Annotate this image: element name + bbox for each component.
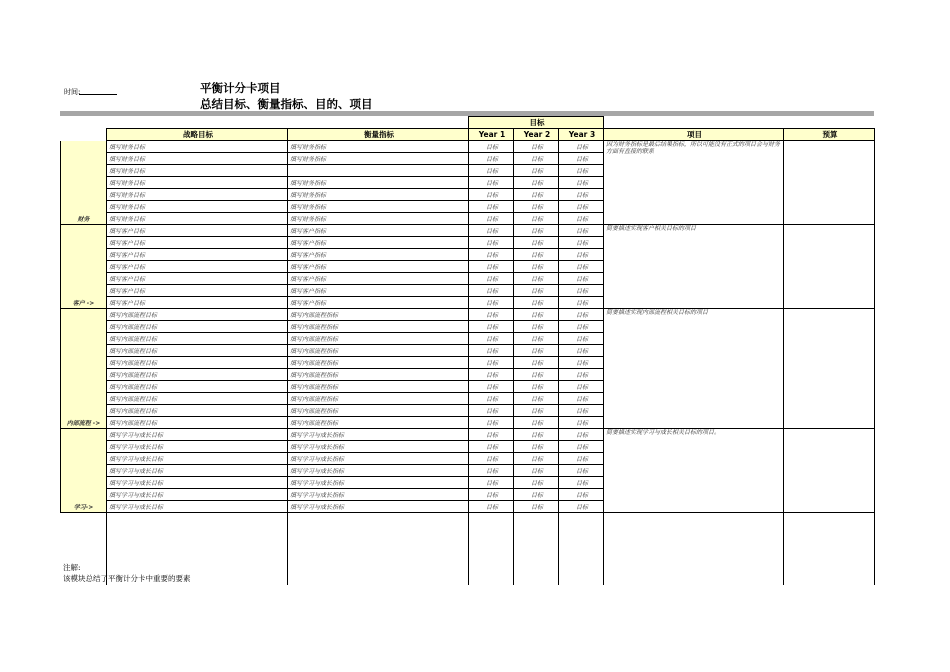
year1-target-cell[interactable]: 目标 bbox=[469, 417, 514, 429]
year1-target-cell[interactable]: 目标 bbox=[469, 465, 514, 477]
goal-cell[interactable]: 填写客户目标 bbox=[107, 285, 288, 297]
year3-target-cell[interactable]: 目标 bbox=[559, 309, 604, 321]
year3-target-cell[interactable]: 目标 bbox=[559, 249, 604, 261]
year1-target-cell[interactable]: 目标 bbox=[469, 405, 514, 417]
measure-cell[interactable]: 填写内部流程指标 bbox=[288, 321, 469, 333]
budget-cell[interactable] bbox=[784, 309, 875, 429]
measure-cell[interactable]: 填写内部流程指标 bbox=[288, 381, 469, 393]
year3-target-cell[interactable]: 目标 bbox=[559, 429, 604, 441]
measure-cell[interactable]: 填写客户指标 bbox=[288, 273, 469, 285]
project-cell[interactable]: 简要描述实现内部流程相关目标的项目 bbox=[604, 309, 784, 429]
year2-target-cell[interactable]: 目标 bbox=[514, 417, 559, 429]
goal-cell[interactable]: 填写财务目标 bbox=[107, 165, 288, 177]
year2-target-cell[interactable]: 目标 bbox=[514, 309, 559, 321]
year2-target-cell[interactable]: 目标 bbox=[514, 141, 559, 153]
project-cell[interactable]: 简要描述实现客户相关目标的项目 bbox=[604, 225, 784, 309]
year3-target-cell[interactable]: 目标 bbox=[559, 501, 604, 513]
goal-cell[interactable]: 填写客户目标 bbox=[107, 225, 288, 237]
year2-target-cell[interactable]: 目标 bbox=[514, 273, 559, 285]
measure-cell[interactable]: 填写学习与成长指标 bbox=[288, 441, 469, 453]
page-subtitle: 总结目标、衡量指标、目的、项目 bbox=[200, 97, 373, 111]
year2-target-cell[interactable]: 目标 bbox=[514, 501, 559, 513]
measure-cell[interactable]: 填写内部流程指标 bbox=[288, 417, 469, 429]
measure-cell[interactable]: 填写客户指标 bbox=[288, 285, 469, 297]
year1-target-cell[interactable]: 目标 bbox=[469, 213, 514, 225]
year3-target-cell[interactable]: 目标 bbox=[559, 165, 604, 177]
measure-cell[interactable]: 填写学习与成长指标 bbox=[288, 477, 469, 489]
year3-target-cell[interactable]: 目标 bbox=[559, 261, 604, 273]
measure-cell[interactable]: 填写财务指标 bbox=[288, 189, 469, 201]
year2-target-cell[interactable]: 目标 bbox=[514, 213, 559, 225]
measure-cell[interactable]: 填写客户指标 bbox=[288, 225, 469, 237]
year1-target-cell[interactable]: 目标 bbox=[469, 381, 514, 393]
goal-cell[interactable]: 填写内部流程目标 bbox=[107, 417, 288, 429]
goal-cell[interactable]: 填写学习与成长目标 bbox=[107, 477, 288, 489]
goal-cell[interactable]: 填写财务目标 bbox=[107, 201, 288, 213]
year1-target-cell[interactable]: 目标 bbox=[469, 369, 514, 381]
year1-target-cell[interactable]: 目标 bbox=[469, 489, 514, 501]
year1-target-cell[interactable]: 目标 bbox=[469, 345, 514, 357]
year3-target-cell[interactable]: 目标 bbox=[559, 477, 604, 489]
perspective-label: 内部流程 -> bbox=[61, 309, 107, 429]
goal-cell[interactable]: 填写内部流程目标 bbox=[107, 333, 288, 345]
goal-cell[interactable]: 填写客户目标 bbox=[107, 273, 288, 285]
goal-cell[interactable]: 填写内部流程目标 bbox=[107, 345, 288, 357]
project-cell[interactable]: 简要描述实现学习与成长相关目标的项目。 bbox=[604, 429, 784, 513]
year3-target-cell[interactable]: 目标 bbox=[559, 201, 604, 213]
year2-target-cell[interactable]: 目标 bbox=[514, 249, 559, 261]
goal-cell[interactable]: 填写学习与成长目标 bbox=[107, 429, 288, 441]
year1-target-cell[interactable]: 目标 bbox=[469, 321, 514, 333]
table-row bbox=[61, 225, 875, 237]
year2-target-cell[interactable]: 目标 bbox=[514, 381, 559, 393]
goal-cell[interactable]: 填写内部流程目标 bbox=[107, 357, 288, 369]
year2-target-cell[interactable]: 目标 bbox=[514, 297, 559, 309]
year1-target-cell[interactable]: 目标 bbox=[469, 429, 514, 441]
col-strategic-goal: 战略目标 bbox=[107, 129, 288, 141]
year1-target-cell[interactable]: 目标 bbox=[469, 201, 514, 213]
year3-target-cell[interactable]: 目标 bbox=[559, 357, 604, 369]
year2-target-cell[interactable]: 目标 bbox=[514, 405, 559, 417]
col-budget: 预算 bbox=[784, 129, 875, 141]
year3-target-cell[interactable]: 目标 bbox=[559, 417, 604, 429]
goal-cell[interactable]: 填写客户目标 bbox=[107, 261, 288, 273]
year2-target-cell[interactable]: 目标 bbox=[514, 201, 559, 213]
measure-cell[interactable]: 填写客户指标 bbox=[288, 249, 469, 261]
goal-cell[interactable]: 填写学习与成长目标 bbox=[107, 489, 288, 501]
year1-target-cell[interactable]: 目标 bbox=[469, 357, 514, 369]
year3-target-cell[interactable]: 目标 bbox=[559, 213, 604, 225]
year2-target-cell[interactable]: 目标 bbox=[514, 261, 559, 273]
year1-target-cell[interactable]: 目标 bbox=[469, 273, 514, 285]
measure-cell[interactable]: 填写学习与成长指标 bbox=[288, 429, 469, 441]
col-measure: 衡量指标 bbox=[288, 129, 469, 141]
year3-target-cell[interactable]: 目标 bbox=[559, 153, 604, 165]
year3-target-cell[interactable]: 目标 bbox=[559, 369, 604, 381]
goal-cell[interactable]: 填写内部流程目标 bbox=[107, 369, 288, 381]
measure-cell[interactable]: 填写学习与成长指标 bbox=[288, 465, 469, 477]
goal-cell[interactable]: 填写财务目标 bbox=[107, 177, 288, 189]
goal-cell[interactable]: 填写内部流程目标 bbox=[107, 381, 288, 393]
goal-cell[interactable]: 填写财务目标 bbox=[107, 141, 288, 153]
col-project: 项目 bbox=[604, 129, 784, 141]
goal-cell[interactable]: 填写财务目标 bbox=[107, 189, 288, 201]
measure-cell[interactable]: 填写内部流程指标 bbox=[288, 333, 469, 345]
year1-target-cell[interactable]: 目标 bbox=[469, 501, 514, 513]
measure-cell[interactable]: 填写财务指标 bbox=[288, 141, 469, 153]
target-group-header: 目标 bbox=[469, 117, 604, 129]
col-year1: Year 1 bbox=[469, 129, 514, 141]
year2-target-cell[interactable]: 目标 bbox=[514, 453, 559, 465]
perspective-label: 客户 -> bbox=[61, 225, 107, 309]
goal-cell[interactable]: 填写学习与成长目标 bbox=[107, 453, 288, 465]
scorecard-table bbox=[60, 116, 875, 585]
measure-cell[interactable]: 填写财务指标 bbox=[288, 213, 469, 225]
year2-target-cell[interactable]: 目标 bbox=[514, 465, 559, 477]
year3-target-cell[interactable]: 目标 bbox=[559, 345, 604, 357]
year1-target-cell[interactable]: 目标 bbox=[469, 309, 514, 321]
notes-label: 注解: bbox=[63, 563, 81, 572]
budget-cell[interactable] bbox=[784, 141, 875, 225]
goal-cell[interactable]: 填写客户目标 bbox=[107, 237, 288, 249]
year2-target-cell[interactable]: 目标 bbox=[514, 225, 559, 237]
measure-cell[interactable]: 填写客户指标 bbox=[288, 297, 469, 309]
table-row bbox=[61, 141, 875, 153]
date-label: 时间: bbox=[64, 88, 81, 96]
year2-target-cell[interactable]: 目标 bbox=[514, 237, 559, 249]
table-row bbox=[61, 309, 875, 321]
year3-target-cell[interactable]: 目标 bbox=[559, 141, 604, 153]
goal-cell[interactable]: 填写学习与成长目标 bbox=[107, 501, 288, 513]
measure-cell[interactable]: 填写内部流程指标 bbox=[288, 345, 469, 357]
year1-target-cell[interactable]: 目标 bbox=[469, 285, 514, 297]
measure-cell[interactable]: 填写学习与成长指标 bbox=[288, 489, 469, 501]
year3-target-cell[interactable]: 目标 bbox=[559, 489, 604, 501]
year2-target-cell[interactable]: 目标 bbox=[514, 369, 559, 381]
year1-target-cell[interactable]: 目标 bbox=[469, 261, 514, 273]
measure-cell[interactable]: 填写客户指标 bbox=[288, 237, 469, 249]
goal-cell[interactable]: 填写客户目标 bbox=[107, 297, 288, 309]
measure-cell[interactable]: 填写内部流程指标 bbox=[288, 405, 469, 417]
date-input-line[interactable] bbox=[79, 94, 117, 95]
measure-cell[interactable]: 填写客户指标 bbox=[288, 261, 469, 273]
measure-cell[interactable]: 填写财务指标 bbox=[288, 153, 469, 165]
year3-target-cell[interactable]: 目标 bbox=[559, 297, 604, 309]
year3-target-cell[interactable]: 目标 bbox=[559, 189, 604, 201]
year3-target-cell[interactable]: 目标 bbox=[559, 453, 604, 465]
year2-target-cell[interactable]: 目标 bbox=[514, 345, 559, 357]
year2-target-cell[interactable]: 目标 bbox=[514, 441, 559, 453]
year1-target-cell[interactable]: 目标 bbox=[469, 165, 514, 177]
measure-cell[interactable] bbox=[288, 165, 469, 177]
year1-target-cell[interactable]: 目标 bbox=[469, 141, 514, 153]
year1-target-cell[interactable]: 目标 bbox=[469, 153, 514, 165]
year2-target-cell[interactable]: 目标 bbox=[514, 489, 559, 501]
year3-target-cell[interactable]: 目标 bbox=[559, 465, 604, 477]
year1-target-cell[interactable]: 目标 bbox=[469, 393, 514, 405]
goal-cell[interactable]: 填写客户目标 bbox=[107, 249, 288, 261]
year3-target-cell[interactable]: 目标 bbox=[559, 273, 604, 285]
goal-cell[interactable]: 填写学习与成长目标 bbox=[107, 465, 288, 477]
perspective-label: 财务 bbox=[61, 141, 107, 225]
perspective-label: 学习-> bbox=[61, 429, 107, 513]
goal-cell[interactable]: 填写内部流程目标 bbox=[107, 309, 288, 321]
year2-target-cell[interactable]: 目标 bbox=[514, 477, 559, 489]
notes bbox=[63, 562, 191, 584]
goal-cell[interactable]: 填写财务目标 bbox=[107, 213, 288, 225]
project-cell[interactable]: 因为财务指标是最后结果指标，所以可能没有正式的项目会与财务方面有直接的联系 bbox=[604, 141, 784, 225]
measure-cell[interactable]: 填写财务指标 bbox=[288, 177, 469, 189]
year3-target-cell[interactable]: 目标 bbox=[559, 321, 604, 333]
measure-cell[interactable]: 填写内部流程指标 bbox=[288, 357, 469, 369]
col-year3: Year 3 bbox=[559, 129, 604, 141]
year3-target-cell[interactable]: 目标 bbox=[559, 177, 604, 189]
page-title: 平衡计分卡项目 bbox=[200, 81, 281, 95]
year3-target-cell[interactable]: 目标 bbox=[559, 381, 604, 393]
year1-target-cell[interactable]: 目标 bbox=[469, 333, 514, 345]
goal-cell[interactable]: 填写内部流程目标 bbox=[107, 393, 288, 405]
notes-text: 该模块总结了平衡计分卡中重要的要素 bbox=[63, 574, 191, 583]
year1-target-cell[interactable]: 目标 bbox=[469, 249, 514, 261]
year1-target-cell[interactable]: 目标 bbox=[469, 297, 514, 309]
col-year2: Year 2 bbox=[514, 129, 559, 141]
year3-target-cell[interactable]: 目标 bbox=[559, 225, 604, 237]
goal-cell[interactable]: 填写学习与成长目标 bbox=[107, 441, 288, 453]
year2-target-cell[interactable]: 目标 bbox=[514, 321, 559, 333]
year1-target-cell[interactable]: 目标 bbox=[469, 441, 514, 453]
year2-target-cell[interactable]: 目标 bbox=[514, 189, 559, 201]
measure-cell[interactable]: 填写内部流程指标 bbox=[288, 393, 469, 405]
table-row bbox=[61, 429, 875, 441]
year2-target-cell[interactable]: 目标 bbox=[514, 177, 559, 189]
measure-cell[interactable]: 填写内部流程指标 bbox=[288, 369, 469, 381]
year2-target-cell[interactable]: 目标 bbox=[514, 165, 559, 177]
year2-target-cell[interactable]: 目标 bbox=[514, 357, 559, 369]
year3-target-cell[interactable]: 目标 bbox=[559, 393, 604, 405]
year3-target-cell[interactable]: 目标 bbox=[559, 441, 604, 453]
budget-cell[interactable] bbox=[784, 429, 875, 513]
year1-target-cell[interactable]: 目标 bbox=[469, 453, 514, 465]
year2-target-cell[interactable]: 目标 bbox=[514, 285, 559, 297]
year3-target-cell[interactable]: 目标 bbox=[559, 333, 604, 345]
year2-target-cell[interactable]: 目标 bbox=[514, 393, 559, 405]
year2-target-cell[interactable]: 目标 bbox=[514, 333, 559, 345]
measure-cell[interactable]: 填写财务指标 bbox=[288, 201, 469, 213]
year1-target-cell[interactable]: 目标 bbox=[469, 177, 514, 189]
measure-cell[interactable]: 填写学习与成长指标 bbox=[288, 501, 469, 513]
year2-target-cell[interactable]: 目标 bbox=[514, 429, 559, 441]
measure-cell[interactable]: 填写内部流程指标 bbox=[288, 309, 469, 321]
year1-target-cell[interactable]: 目标 bbox=[469, 225, 514, 237]
year2-target-cell[interactable]: 目标 bbox=[514, 153, 559, 165]
goal-cell[interactable]: 填写内部流程目标 bbox=[107, 405, 288, 417]
year1-target-cell[interactable]: 目标 bbox=[469, 477, 514, 489]
year3-target-cell[interactable]: 目标 bbox=[559, 237, 604, 249]
year1-target-cell[interactable]: 目标 bbox=[469, 189, 514, 201]
goal-cell[interactable]: 填写财务目标 bbox=[107, 153, 288, 165]
budget-cell[interactable] bbox=[784, 225, 875, 309]
year3-target-cell[interactable]: 目标 bbox=[559, 285, 604, 297]
year3-target-cell[interactable]: 目标 bbox=[559, 405, 604, 417]
goal-cell[interactable]: 填写内部流程目标 bbox=[107, 321, 288, 333]
measure-cell[interactable]: 填写学习与成长指标 bbox=[288, 453, 469, 465]
year1-target-cell[interactable]: 目标 bbox=[469, 237, 514, 249]
